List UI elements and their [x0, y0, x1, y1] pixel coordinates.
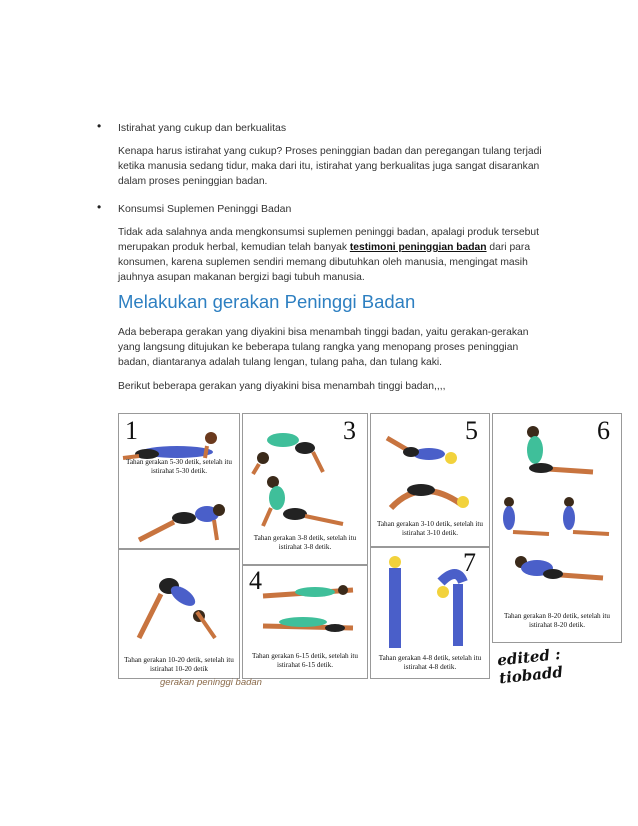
panel-caption-5: Tahan gerakan 3-10 detik, setelah itu istirahat 3-10 detik. — [376, 520, 484, 537]
panel-number-7: 7 — [463, 548, 476, 577]
list-item-body-2 — [118, 225, 548, 285]
kneeling-stretch-illustration — [243, 472, 367, 532]
section-heading: Melakukan gerakan Peninggi Badan — [118, 291, 416, 312]
panel-number-6: 6 — [597, 416, 610, 445]
panel-caption-1: Tahan gerakan 5-30 detik, setelah itu istirahat 5-30 detik. — [125, 458, 233, 475]
downward-plank-illustration — [119, 474, 239, 544]
panel-number-5: 5 — [465, 416, 478, 445]
section-paragraph-1: Ada beberapa gerakan yang diyakini bisa menambah tinggi badan, yaitu gerakan-gerakan yang langsung ditujukan ke beberapa tulang rangka yang menopang proses peninggian badan, diantaranya adalah tulang lengan, tulang paha, dan tulang kaki. — [118, 327, 529, 368]
forward-fold-illustration — [243, 570, 367, 646]
section-paragraph-2: Berikut beberapa gerakan yang diyakini bisa menambah tinggi badan,,,, — [118, 381, 446, 392]
panel-caption-7: Tahan gerakan 4-8 detik, setelah itu istirahat 4-8 detik. — [378, 654, 482, 671]
exercise-panel-7 — [370, 547, 490, 679]
list-item-title-1: Istirahat yang cukup dan berkualitas — [118, 122, 287, 134]
panel-number-1: 1 — [125, 416, 138, 445]
testimoni-link[interactable]: testimoni peninggian badan — [349, 242, 487, 253]
bullet-2: • — [97, 200, 102, 214]
panel-caption-3: Tahan gerakan 3-8 detik, setelah itu istirahat 3-8 detik. — [253, 534, 357, 551]
bridge-pose-illustration — [371, 418, 489, 518]
seated-stretch-illustration — [493, 418, 621, 608]
body-text-before: Tidak ada salahnya anda mengkonsumsi suplemen peninggi badan, apalagi produk tersebut merupakan produk herbal, kemudian telah banyak — [118, 227, 539, 253]
watermark-signature: edited : tiobadd — [496, 644, 564, 688]
list-item-title-2: Konsumsi Suplemen Peninggi Badan — [118, 203, 292, 215]
exercise-panel-5 — [370, 413, 490, 547]
panel-caption-6: Tahan gerakan 8-20 detik, setelah itu istirahat 8-20 detik. — [503, 612, 611, 629]
list-item-body-1: Kenapa harus istirahat yang cukup? Proses peninggian badan dan peregangan tulang terjadi ketika manusia sedang tidur, maka dari itu, istirahat yang berkualitas juga sangat disarankan dalam proses peninggian badan. — [118, 146, 542, 187]
arch-back-illustration — [243, 418, 367, 478]
panel-caption-2: Tahan gerakan 10-20 detik, setelah itu istirahat 10-20 detik — [124, 656, 234, 673]
panel-number-3: 3 — [343, 416, 356, 445]
panel-number-4: 4 — [249, 566, 262, 595]
panel-caption-4: Tahan gerakan 6-15 detik, setelah itu istirahat 6-15 detik. — [251, 652, 359, 669]
toe-touch-illustration — [371, 552, 489, 652]
exercise-panel-2 — [118, 549, 240, 679]
exercise-panel-1 — [118, 413, 240, 549]
downward-dog-illustration — [119, 554, 239, 644]
exercise-panel-4 — [242, 565, 368, 679]
exercise-panel-6 — [492, 413, 622, 643]
figure-caption: gerakan peninggi badan — [160, 677, 262, 688]
bullet-1: • — [97, 119, 102, 133]
exercise-panel-3 — [242, 413, 368, 565]
body-text-after: dari para konsumen, karena suplemen sendiri memang dibutuhkan oleh manusia, mengingat masih jauhnya asupan makanan bergizi bagi tubuh manusia. — [118, 242, 531, 283]
